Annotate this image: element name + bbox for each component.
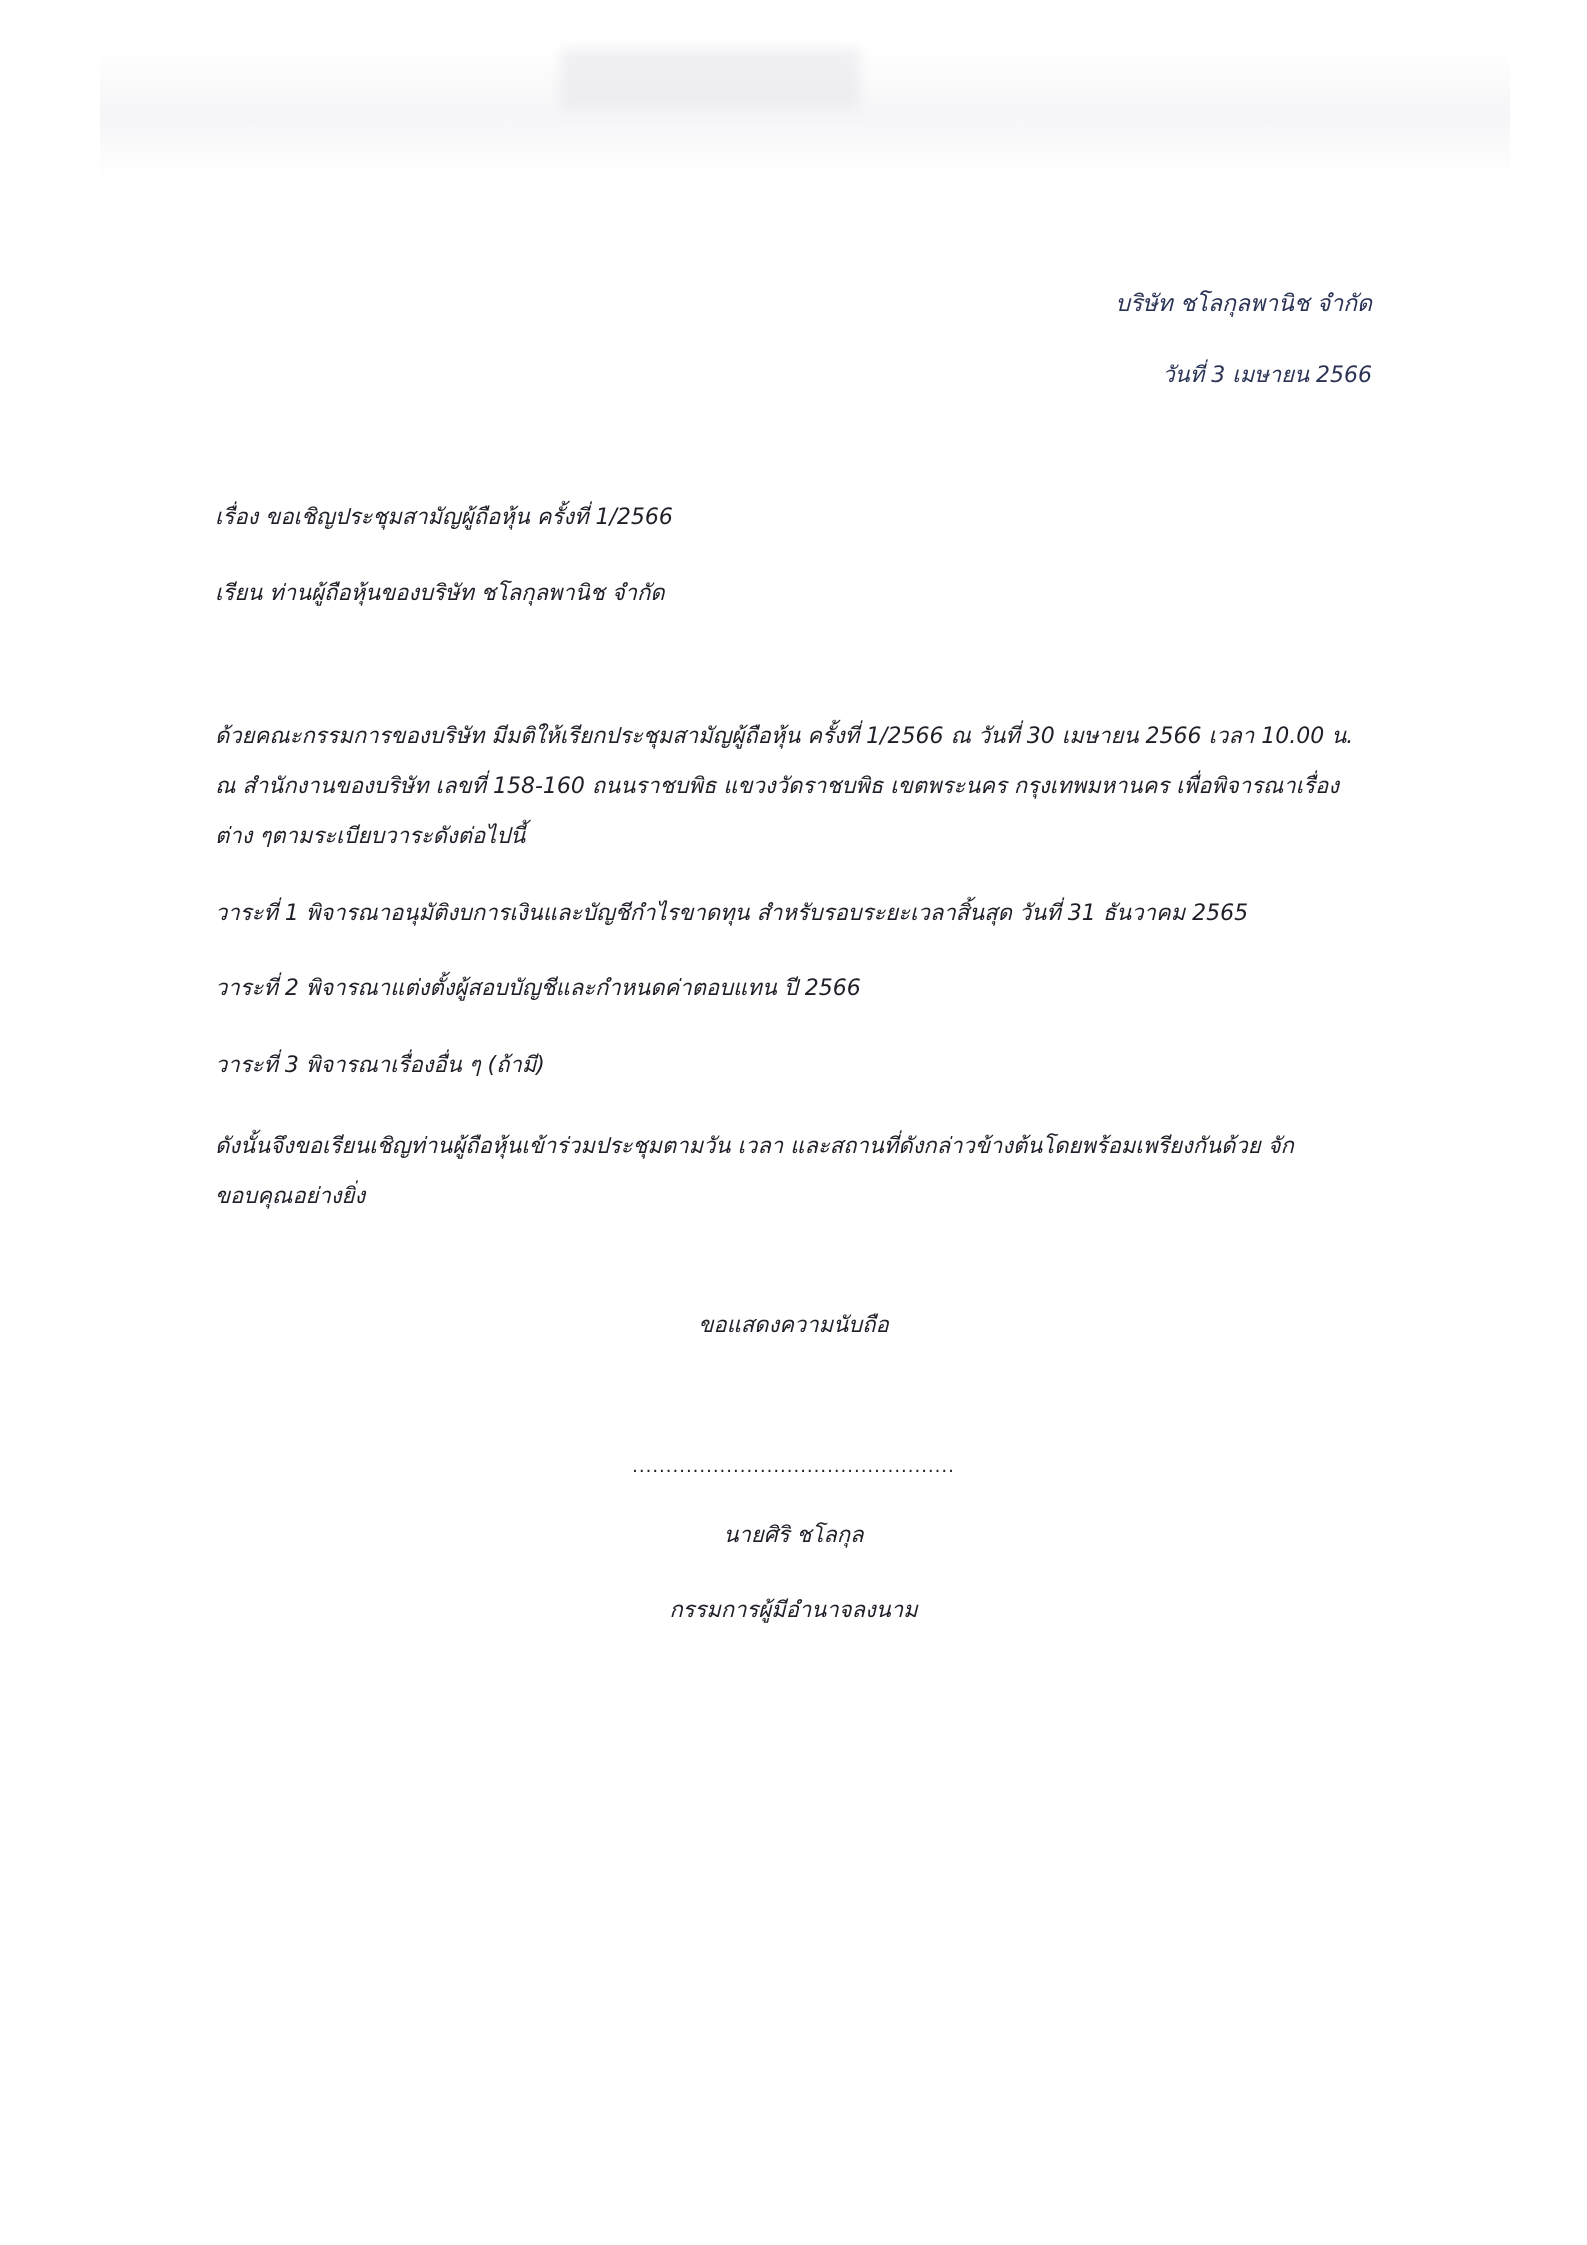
invitation-paragraph — [215, 1122, 1375, 1222]
invitation-line: ขอบคุณอย่างยิ่ง — [215, 1184, 366, 1209]
agenda-item-3: วาระที่ 3 พิจารณาเรื่องอื่น ๆ (ถ้ามี) — [215, 1053, 545, 1078]
intro-line: ด้วยคณะกรรมการของบริษัท มีมติให้เรียกประชุมสามัญผู้ถือหุ้น ครั้งที่ 1/2566 ณ วันที่ 30 เมษายน 2566 เวลา 10.00 น. — [215, 724, 1354, 749]
letter-subject: เรื่อง ขอเชิญประชุมสามัญผู้ถือหุ้น ครั้งที่ 1/2566 — [215, 505, 673, 530]
intro-line: ณ สำนักงานของบริษัท เลขที่ 158-160 ถนนราชบพิธ แขวงวัดราชบพิธ เขตพระนคร กรุงเทพมหานคร เพื่อพิจารณาเรื่อง — [215, 774, 1339, 799]
closing-phrase: ขอแสดงความนับถือ — [698, 1313, 889, 1338]
agenda-item-1: วาระที่ 1 พิจารณาอนุมัติงบการเงินและบัญชีกำไรขาดทุน สำหรับรอบระยะเวลาสิ้นสุด วันที่ 31 ธันวาคม 2565 — [215, 901, 1249, 926]
scan-artifact-mark — [560, 48, 860, 108]
intro-line: ต่าง ๆตามระเบียบวาระดังต่อไปนี้ — [215, 824, 526, 849]
letter-date: วันที่ 3 เมษายน 2566 — [1162, 363, 1372, 388]
signature-line: ................................................ — [632, 1456, 955, 1477]
letter-recipient: เรียน ท่านผู้ถือหุ้นของบริษัท ชโลกุลพานิช จำกัด — [215, 581, 665, 606]
agenda-item-2: วาระที่ 2 พิจารณาแต่งตั้งผู้สอบบัญชีและกำหนดค่าตอบแทน ปี 2566 — [215, 976, 861, 1001]
company-name: บริษัท ชโลกุลพานิช จำกัด — [1115, 291, 1372, 317]
signatory-title: กรรมการผู้มีอำนาจลงนาม — [669, 1598, 918, 1623]
signatory-name: นายศิริ ชโลกุล — [723, 1523, 864, 1548]
intro-paragraph — [215, 712, 1375, 862]
invitation-line: ดังนั้นจึงขอเรียนเชิญท่านผู้ถือหุ้นเข้าร่วมประชุมตามวัน เวลา และสถานที่ดังกล่าวข้างต้นโดยพร้อมเพรียงกันด้วย จัก — [215, 1134, 1294, 1159]
